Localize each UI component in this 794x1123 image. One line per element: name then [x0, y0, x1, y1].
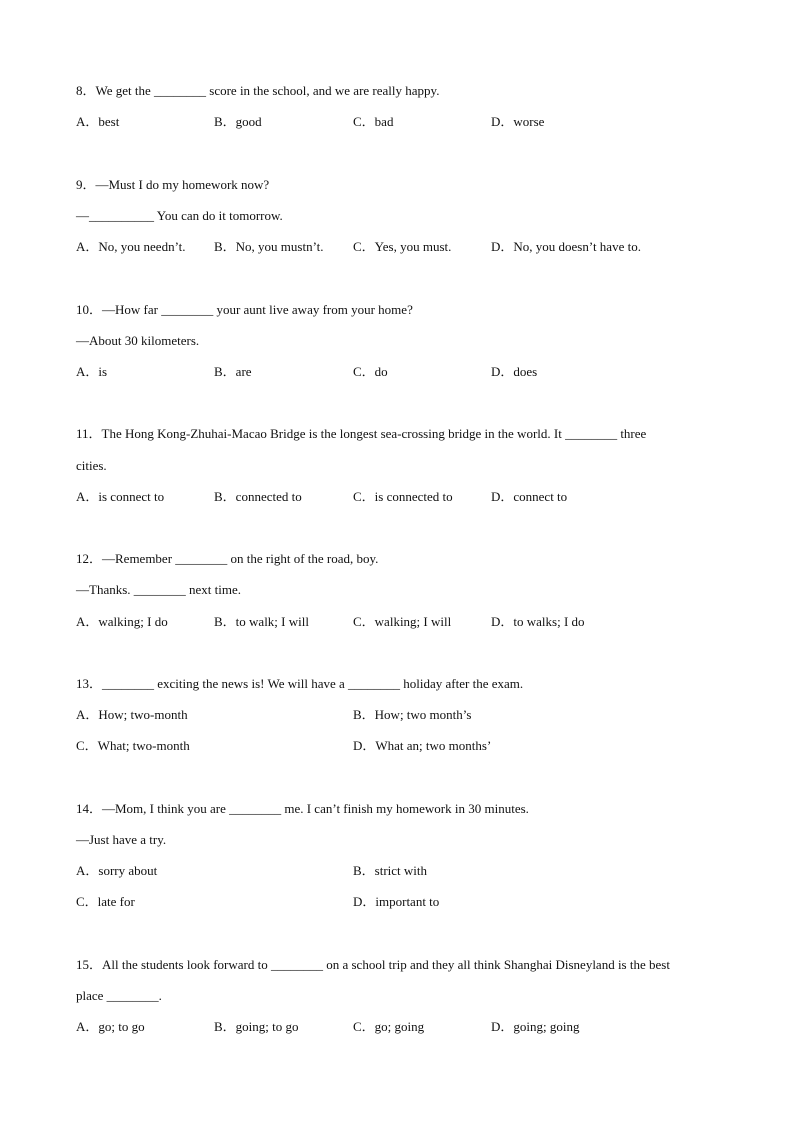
question-13-stem: 13．________ exciting the news is! We will have a ________ holiday after the exam. [76, 676, 524, 691]
question-10-option-a[interactable]: A．is [76, 364, 108, 379]
question-15-option-a[interactable]: A．go; to go [76, 1019, 145, 1034]
question-11-option-d[interactable]: D．connect to [491, 489, 568, 504]
question-12-option-a[interactable]: A．walking; I do [76, 614, 168, 629]
question-12-option-c[interactable]: C．walking; I will [353, 614, 452, 629]
question-9-option-a[interactable]: A．No, you needn’t. [76, 239, 186, 254]
question-13-option-b[interactable]: B．How; two month’s [353, 707, 472, 722]
question-15-option-b[interactable]: B．going; to go [214, 1019, 299, 1034]
question-11-option-c[interactable]: C．is connected to [353, 489, 453, 504]
question-8-option-c[interactable]: C．bad [353, 114, 394, 129]
question-13-option-a[interactable]: A．How; two-month [76, 707, 188, 722]
question-14-option-b[interactable]: B．strict with [353, 863, 428, 878]
question-10-option-c[interactable]: C．do [353, 364, 388, 379]
question-14-option-a[interactable]: A．sorry about [76, 863, 158, 878]
question-8-option-a[interactable]: A．best [76, 114, 120, 129]
question-13-option-c[interactable]: C．What; two-month [76, 738, 190, 753]
question-10-option-d[interactable]: D．does [491, 364, 538, 379]
question-9-option-c[interactable]: C．Yes, you must. [353, 239, 452, 254]
question-11-option-b[interactable]: B．connected to [214, 489, 302, 504]
question-10-stem-line-2: —About 30 kilometers. [76, 333, 200, 348]
question-14-option-c[interactable]: C．late for [76, 894, 135, 909]
question-9-option-b[interactable]: B．No, you mustn’t. [214, 239, 324, 254]
question-9-option-d[interactable]: D．No, you doesn’t have to. [491, 239, 641, 254]
question-14-stem-line-2: —Just have a try. [76, 832, 167, 847]
question-10-stem: 10．—How far ________ your aunt live away from your home? [76, 302, 413, 317]
question-10-option-b[interactable]: B．are [214, 364, 252, 379]
question-12-option-d[interactable]: D．to walks; I do [491, 614, 585, 629]
question-14-stem: 14．—Mom, I think you are ________ me. I can’t finish my homework in 30 minutes. [76, 801, 529, 816]
question-8-option-d[interactable]: D．worse [491, 114, 545, 129]
question-11-stem-line-2: cities. [76, 458, 107, 473]
question-12-stem: 12．—Remember ________ on the right of the road, boy. [76, 551, 379, 566]
question-15-stem: 15．All the students look forward to ________ on a school trip and they all think Shanghai Disneyland is the best [76, 957, 670, 972]
question-11-option-a[interactable]: A．is connect to [76, 489, 165, 504]
question-15-option-d[interactable]: D．going; going [491, 1019, 580, 1034]
question-13-option-d[interactable]: D．What an; two months’ [353, 738, 492, 753]
question-8-stem: 8．We get the ________ score in the school, and we are really happy. [76, 83, 440, 98]
question-15-option-c[interactable]: C．go; going [353, 1019, 425, 1034]
question-12-stem-line-2: —Thanks. ________ next time. [76, 582, 242, 597]
question-8-option-b[interactable]: B．good [214, 114, 262, 129]
question-9-stem: 9．—Must I do my homework now? [76, 177, 270, 192]
question-9-stem-line-2: —__________ You can do it tomorrow. [76, 208, 283, 223]
question-12-option-b[interactable]: B．to walk; I will [214, 614, 309, 629]
question-11-stem: 11．The Hong Kong-Zhuhai-Macao Bridge is the longest sea-crossing bridge in the world. It ________ three [76, 426, 647, 441]
question-15-stem-line-2: place ________. [76, 988, 162, 1003]
question-14-option-d[interactable]: D．important to [353, 894, 440, 909]
